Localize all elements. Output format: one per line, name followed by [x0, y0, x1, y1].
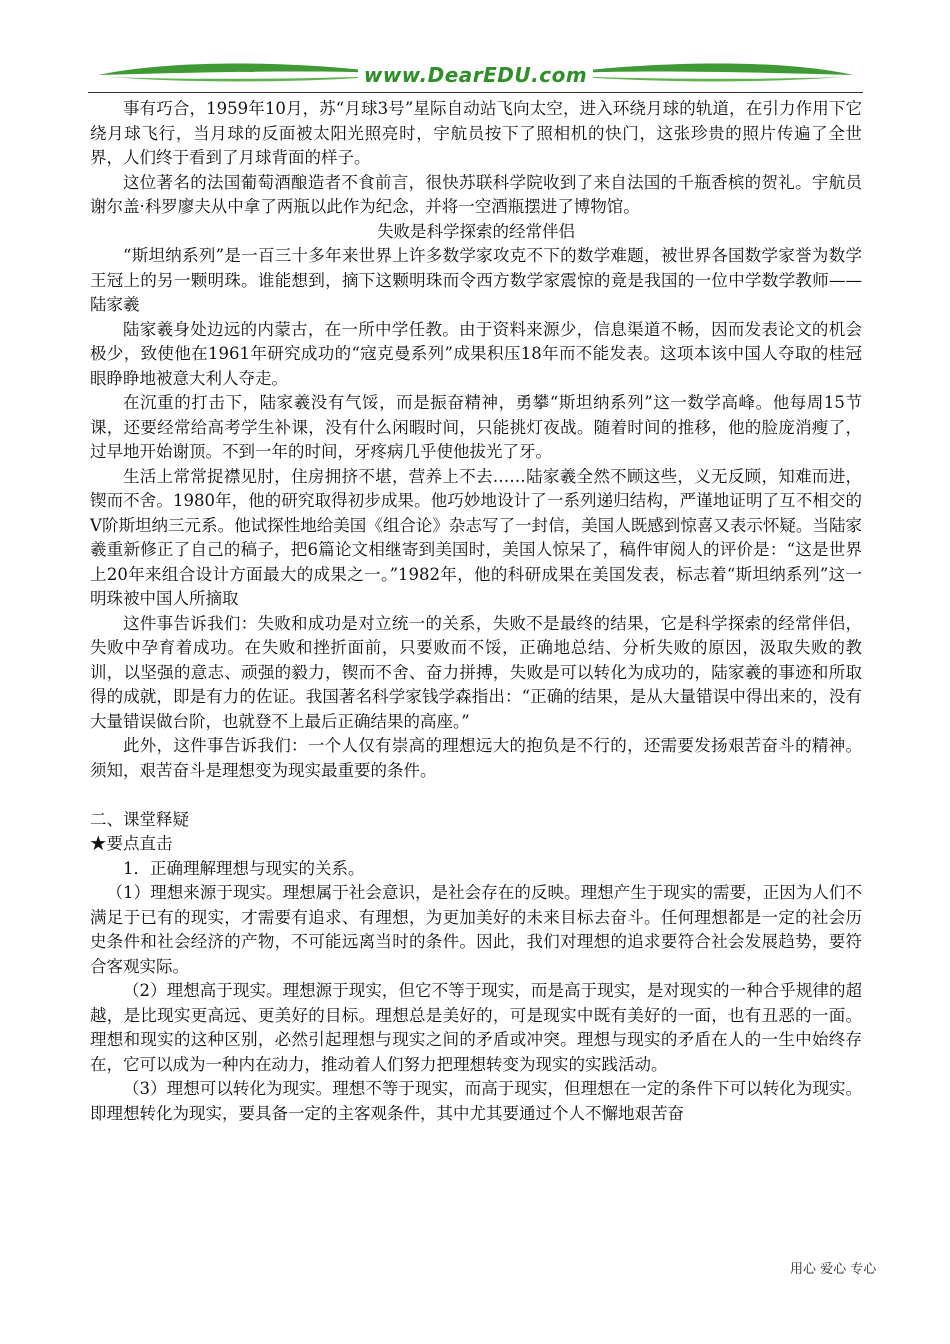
list-heading: 1．正确理解理想与现实的关系。	[123, 858, 365, 878]
paragraph: 陆家羲身处边远的内蒙古，在一所中学任教。由于资料来源少，信息渠道不畅，因而发表论文的机会极少，致使他在1961年研究成功的“寇克曼系列”成果积压18年而不能发表。这项本该中国人夺取的桂冠眼睁睁地被意大利人夺走。	[90, 319, 862, 388]
section-title: 二、课堂释疑	[90, 809, 189, 829]
paragraph: 这件事告诉我们：失败和成功是对立统一的关系，失败不是最终的结果，它是科学探索的经常伴侣，失败中孕育着成功。在失败和挫折面前，只要败而不馁，正确地总结、分析失败的原因，汲取失败的教训，以坚强的意志、顽强的毅力，锲而不舍、奋力拼搏，失败是可以转化为成功的，陆家羲的事迹和所取得的成就，即是有力的佐证。我国著名科学家钱学森指出：“正确的结果，是从大量错误中得出来的，没有大量错误做台阶，也就登不上最后正确结果的高座。”	[90, 613, 862, 731]
section-heading: 失败是科学探索的经常伴侣	[377, 221, 575, 241]
paragraph: 在沉重的打击下，陆家羲没有气馁，而是振奋精神，勇攀“斯坦纳系列”这一数学高峰。他每周15节课，还要经常给高考学生补课，没有什么闲暇时间，只能挑灯夜战。随着时间的推移，他的脸庞消瘦了，过早地开始谢顶。不到一年的时间，牙疼病几乎使他拔光了牙。	[90, 393, 862, 461]
paragraph: 事有巧合，1959年10月，苏“月球3号”星际自动站飞向太空，进入环绕月球的轨道，在引力作用下它绕月球飞行，当月球的反面被太阳光照亮时，宇航员按下了照相机的快门，这张珍贵的照片传遍了全世界，人们终于看到了月球背面的样子。	[90, 99, 862, 167]
paragraph: （3）理想可以转化为现实。理想不等于现实，而高于现实，但理想在一定的条件下可以转化为现实。即理想转化为现实，要具备一定的主客观条件，其中尤其要通过个人不懈地艰苦奋	[90, 1079, 862, 1123]
site-header-banner	[88, 58, 863, 92]
subsection-title: ★要点直击	[90, 834, 173, 853]
site-url[interactable]: www.DearEDU.com	[88, 63, 863, 87]
paragraph: （1）理想来源于现实。理想属于社会意识，是社会存在的反映。理想产生于现实的需要，正因为人们不满足于已有的现实，才需要有追求、有理想，为更加美好的未来目标去奋斗。任何理想都是一定的社会历史条件和社会经济的产物，不可能远离当时的条件。因此，我们对理想的追求要符合社会发展趋势，要符合客观实际。	[90, 883, 862, 976]
paragraph: 此外，这件事告诉我们：一个人仅有崇高的理想远大的抱负是不行的，还需要发扬艰苦奋斗的精神。须知，艰苦奋斗是理想变为现实最重要的条件。	[90, 736, 862, 780]
blank-line	[90, 783, 862, 808]
paragraph: “斯坦纳系列”是一百三十多年来世界上许多数学家攻克不下的数学难题，被世界各国数学家誉为数学王冠上的另一颗明珠。谁能想到，摘下这颗明珠而令西方数学家震惊的竟是我国的一位中学数学教师——陆家羲	[90, 246, 862, 314]
paragraph: （2）理想高于现实。理想源于现实，但它不等于现实，而是高于现实，是对现实的一种合乎规律的超越，是比现实更高远、更美好的目标。理想总是美好的，可是现实中既有美好的一面，也有丑恶的一面。理想和现实的这种区别，必然引起理想与现实之间的矛盾或冲突。理想与现实的矛盾在人的一生中始终存在，它可以成为一种内在动力，推动着人们努力把理想转变为现实的实践活动。	[90, 981, 862, 1074]
header-divider	[88, 92, 863, 93]
paragraph: 生活上常常捉襟见肘，住房拥挤不堪，营养上不去……陆家羲全然不顾这些，义无反顾，知难而进，锲而不舍。1980年，他的研究取得初步成果。他巧妙地设计了一系列递归结构，严谨地证明了互不相交的V阶斯坦纳三元系。他试探性地给美国《组合论》杂志写了一封信，美国人既感到惊喜又表示怀疑。当陆家羲重新修正了自己的稿子，把6篇论文相继寄到美国时，美国人惊呆了，稿件审阅人的评价是：“这是世界上20年来组合设计方面最大的成果之一。”1982年，他的科研成果在美国发表，标志着“斯坦纳系列”这一明珠被中国人所摘取	[90, 466, 862, 608]
page-footer: 用心 爱心 专心	[790, 1262, 877, 1277]
paragraph: 这位著名的法国葡萄酒酿造者不食前言，很快苏联科学院收到了来自法国的千瓶香槟的贺礼。宇航员谢尔盖·科罗廖夫从中拿了两瓶以此作为纪念，并将一空酒瓶摆进了博物馆。	[90, 172, 862, 216]
document-body	[90, 97, 862, 1126]
